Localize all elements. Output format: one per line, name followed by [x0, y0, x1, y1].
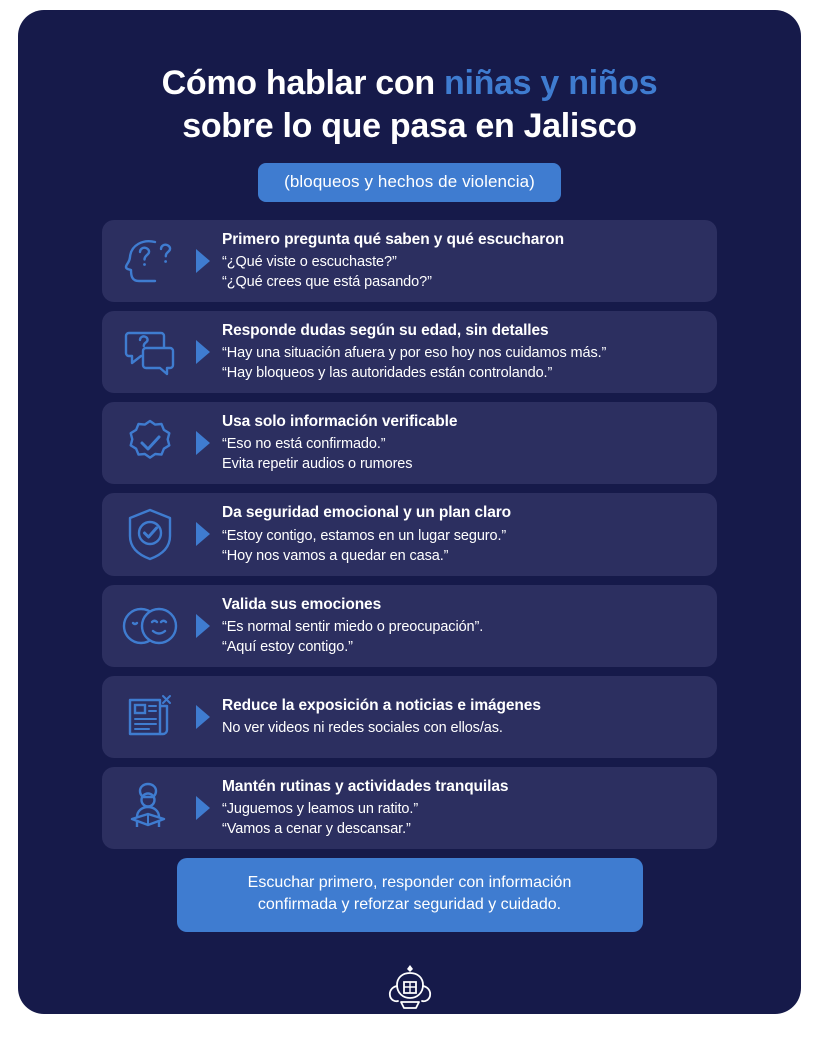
newspaper-no-icon: [112, 686, 188, 748]
logo-tagline: GOBIERNO DEL ESTADO: [340, 1051, 479, 1060]
summary-callout: [177, 858, 643, 932]
tip-title-5: Valida sus emociones: [222, 595, 382, 613]
tip-body-7: [218, 777, 703, 839]
tip-body-3: [218, 412, 703, 474]
arrow-icon-6: [188, 704, 218, 730]
page-title-line-1: [18, 62, 801, 105]
summary-line-2: confirmada y reforzar seguridad y cuidado.: [257, 895, 562, 913]
arrow-icon-4: [188, 521, 218, 547]
emotion-faces-icon: [112, 595, 188, 657]
tip-line-6-1: No ver videos ni redes sociales con ellos/as.: [222, 719, 503, 736]
tip-line-1-1: “¿Qué viste o escuchaste?”: [222, 254, 397, 271]
tip-item-5: [102, 585, 717, 667]
tip-body-2: [218, 321, 703, 383]
tip-line-1-2: “¿Qué crees que está pasando?”: [222, 274, 432, 291]
tip-line-4-1: “Estoy contigo, estamos en un lugar seguro.”: [222, 527, 507, 544]
tip-line-3-1: “Eso no está confirmado.”: [222, 436, 386, 453]
tip-title-3: Usa solo información verificable: [222, 413, 458, 431]
tip-item-1: [102, 220, 717, 302]
tip-line-2-2: “Hay bloqueos y las autoridades están controlando.”: [222, 365, 553, 382]
tip-line-4-2: “Hoy nos vamos a quedar en casa.”: [222, 547, 449, 564]
tip-body-6: [218, 696, 703, 738]
tip-line-5-1: “Es normal sentir miedo o preocupación”.: [222, 618, 484, 635]
logo-wordmark: JALISCO: [355, 1025, 464, 1047]
tip-item-7: [102, 767, 717, 849]
tip-body-4: [218, 503, 703, 565]
tip-title-6: Reduce la exposición a noticias e imágenes: [222, 696, 541, 714]
tip-line-2-1: “Hay una situación afuera y por eso hoy nos cuidamos más.”: [222, 345, 607, 362]
page-title-line-2: sobre lo que pasa en Jalisco: [182, 106, 637, 145]
tip-title-4: Da seguridad emocional y un plan claro: [222, 504, 512, 522]
head-question-icon: [112, 230, 188, 292]
tip-item-4: [102, 493, 717, 575]
title-accent-text: niñas y niños: [443, 64, 658, 102]
arrow-icon-5: [188, 613, 218, 639]
tip-line-7-1: “Juguemos y leamos un ratito.”: [222, 800, 419, 817]
tip-title-2: Responde dudas según su edad, sin detalles: [222, 322, 549, 340]
verified-badge-icon: [112, 412, 188, 474]
arrow-icon-1: [188, 248, 218, 274]
tip-line-7-2: “Vamos a cenar y descansar.”: [222, 820, 411, 837]
arrow-icon-7: [188, 795, 218, 821]
title-plain-text: Cómo hablar con: [161, 64, 444, 102]
child-reading-icon: [112, 777, 188, 839]
tip-body-1: [218, 230, 703, 292]
infographic-poster: [18, 10, 801, 1060]
jalisco-logo: [18, 962, 801, 1060]
jalisco-coat-of-arms-icon: [381, 962, 439, 1021]
tip-item-6: [102, 676, 717, 758]
tip-item-2: [102, 311, 717, 393]
tip-item-3: [102, 402, 717, 484]
tips-list: [18, 220, 801, 849]
tip-body-5: [218, 595, 703, 657]
arrow-icon-2: [188, 339, 218, 365]
speech-bubbles-question-icon: [112, 321, 188, 383]
tip-line-5-2: “Aquí estoy contigo.”: [222, 638, 353, 655]
poster-header: [18, 10, 801, 202]
tip-title-7: Mantén rutinas y actividades tranquilas: [222, 777, 509, 795]
tip-title-1: Primero pregunta qué saben y qué escucharon: [222, 231, 564, 248]
subtitle-badge: (bloqueos y hechos de violencia): [258, 163, 561, 202]
summary-line-1: Escuchar primero, responder con información: [247, 873, 572, 891]
arrow-icon-3: [188, 430, 218, 456]
shield-check-icon: [112, 503, 188, 565]
tip-line-3-2: Evita repetir audios o rumores: [222, 456, 413, 473]
